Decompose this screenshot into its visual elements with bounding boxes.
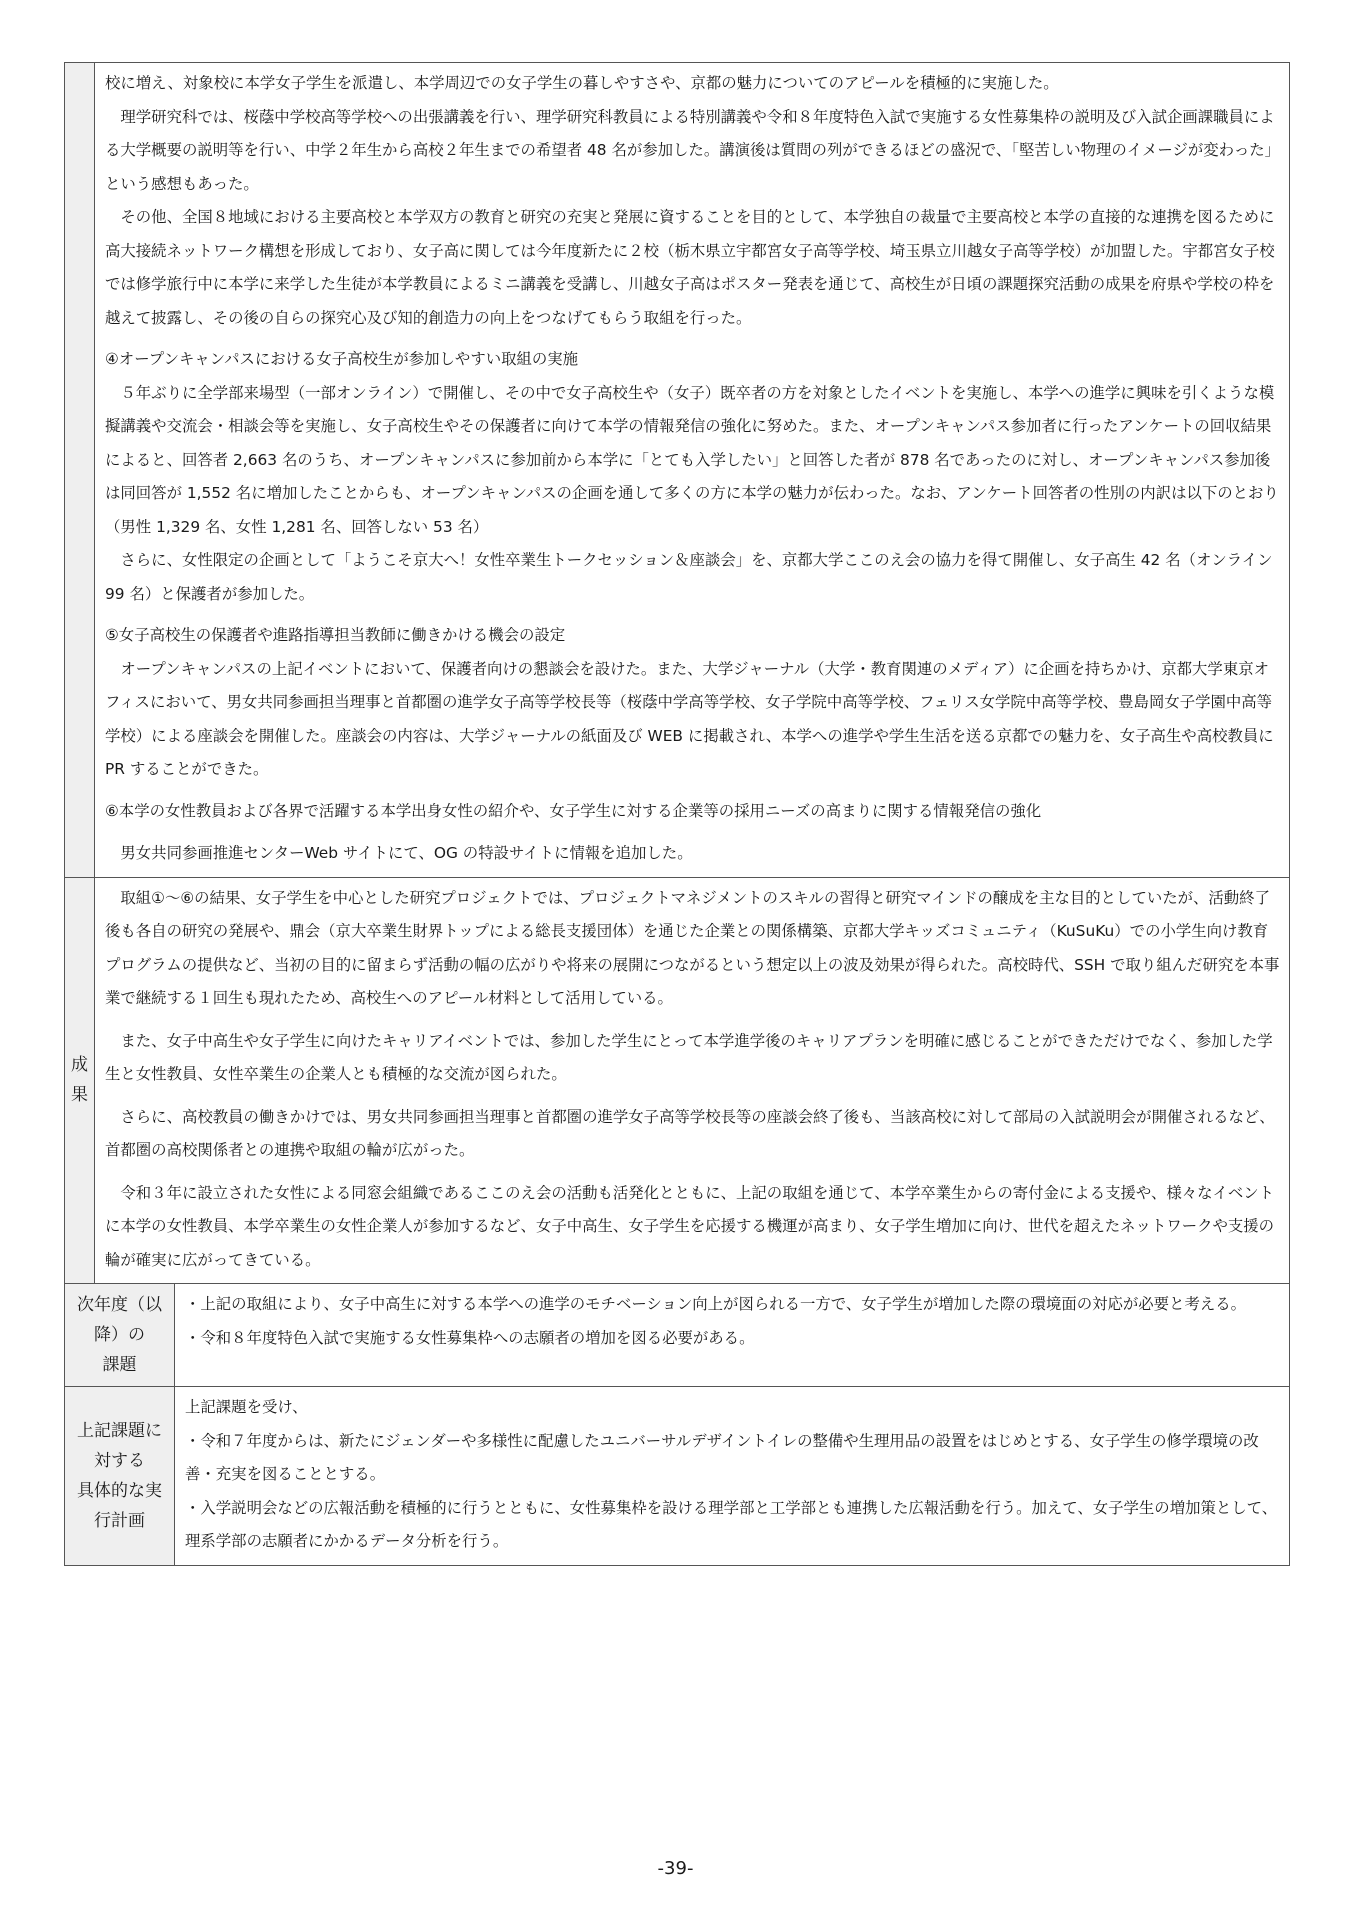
subheading-4: ④オープンキャンパスにおける女子高校生が参加しやすい取組の実施 — [105, 350, 579, 368]
continuation-content-cell — [95, 63, 1290, 878]
next-issues-label-line2: 課題 — [102, 1355, 137, 1375]
action-plan-row — [65, 1387, 1290, 1566]
report-table — [64, 62, 1290, 1566]
next-issues-content-cell — [175, 1284, 1290, 1387]
action-plan-content-cell — [175, 1387, 1290, 1566]
paragraph: オープンキャンパスの上記イベントにおいて、保護者向けの懇談会を設けた。また、大学ジャーナル（大学・教育関連のメディア）に企画を持ちかけ、京都大学東京オフィスにおいて、男女共同参画担当理事と首都圏の進学女子高等学校長等（桜蔭中学高等学校、女子学院中高等学校、フェリス女学院中高等学校、豊島岡女子学園中高等学校）による座談会を開催した。座談会の内容は、大学ジャーナルの紙面及び WEB に掲載され、本学への進学や学生生活を送る京都での魅力を、女子高生や高校教員に PR することができた。 — [105, 659, 1274, 778]
issue-item: ・上記の取組により、女子中高生に対する本学への進学のモチベーション向上が図られる一方で、女子学生が増加した際の環境面の対応が必要と考える。 — [185, 1295, 1247, 1313]
next-issues-label-cell — [65, 1284, 175, 1387]
plan-item: ・令和７年度からは、新たにジェンダーや多様性に配慮したユニバーサルデザイントイレの整備や生理用品の設置をはじめとする、女子学生の修学環境の改善・充実を図ることとする。 — [185, 1431, 1259, 1483]
continuation-label-cell — [65, 63, 95, 878]
plan-item: ・入学説明会などの広報活動を積極的に行うとともに、女性募集枠を設ける理学部と工学部とも連携した広報活動を行う。加えて、女子学生の増加策として、理系学部の志願者にかかるデータ分析を行う。 — [185, 1498, 1278, 1550]
results-row — [65, 877, 1290, 1284]
paragraph: 令和３年に設立された女性による同窓会組織であるここのえ会の活動も活発化とともに、上記の取組を通じて、本学卒業生からの寄付金による支援や、様々なイベントに本学の女性教員、本学卒業生の女性企業人が参加するなど、女子中高生、女子学生を応援する機運が高まり、女子学生増加に向け、世代を超えたネットワークや支援の輪が確実に広がってきている。 — [105, 1183, 1275, 1269]
next-issues-label-line1: 次年度（以降）の — [77, 1295, 162, 1345]
action-plan-label-line2: 具体的な実行計画 — [77, 1480, 162, 1531]
paragraph: 男女共同参画推進センターWeb サイトにて、OG の特設サイトに情報を追加した。 — [120, 844, 693, 862]
plan-intro: 上記課題を受け、 — [185, 1398, 308, 1416]
paragraph: 校に増え、対象校に本学女子学生を派遣し、本学周辺での女子学生の暮しやすさや、京都の魅力についてのアピールを積極的に実施した。 — [105, 74, 1059, 92]
issue-item: ・令和８年度特色入試で実施する女性募集枠への志願者の増加を図る必要がある。 — [185, 1328, 755, 1347]
results-label: 成果 — [71, 1055, 88, 1106]
paragraph: また、女子中高生や女子学生に向けたキャリアイベントでは、参加した学生にとって本学進学後のキャリアプランを明確に感じることができただけでなく、参加した学生と女性教員、女性卒業生の企業人とも積極的な交流が図られた。 — [105, 1031, 1273, 1083]
paragraph: 取組①～⑥の結果、女子学生を中心とした研究プロジェクトでは、プロジェクトマネジメントのスキルの習得と研究マインドの醸成を主な目的としていたが、活動終了後も各自の研究の発展や、鼎会（京大卒業生財界トップによる総長支援団体）を通じた企業との関係構築、京都大学キッズコミュニティ（KuSuKu）での小学生向け教育プログラムの提供など、当初の目的に留まらず活動の幅の広がりや将来の展開につながるという想定以上の波及効果が得られた。高校時代、SSH で取り組んだ研究を本事業で継続する１回生も現れたため、高校生へのアピール材料として活用している。 — [105, 888, 1280, 1007]
subheading-6: ⑥本学の女性教員および各界で活躍する本学出身女性の紹介や、女子学生に対する企業等の採用ニーズの高まりに関する情報発信の強化 — [105, 801, 1042, 820]
results-content-cell — [95, 877, 1290, 1284]
page-number: -39- — [657, 1858, 694, 1879]
paragraph: その他、全国８地域における主要高校と本学双方の教育と研究の充実と発展に資することを目的として、本学独自の裁量で主要高校と本学の直接的な連携を図るために高大接続ネットワーク構想を形成しており、女子高に関しては今年度新たに２校（栃木県立宇都宮女子高等学校、埼玉県立川越女子高等学校）が加盟した。宇都宮女子校では修学旅行中に本学に来学した生徒が本学教員によるミニ講義を受講し、川越女子高はポスター発表を通じて、高校生が日頃の課題探究活動の成果を府県や学校の枠を越えて披露し、その後の自らの探究心及び知的創造力の向上をつなげてもらう取組を行った。 — [105, 208, 1275, 327]
next-issues-row — [65, 1284, 1290, 1387]
subheading-5: ⑤女子高校生の保護者や進路指導担当教師に働きかける機会の設定 — [105, 626, 566, 644]
paragraph: ５年ぶりに全学部来場型（一部オンライン）で開催し、その中で女子高校生や（女子）既卒者の方を対象としたイベントを実施し、本学への進学に興味を引くような模擬講義や交流会・相談会等を実施し、女子高校生やその保護者に向けて本学の情報発信の強化に努めた。また、オープンキャンパス参加者に行ったアンケートの回収結果によると、回答者 2,663 名のうち、オープンキャンパスに参加前から本学に「とても入学したい」と回答した者が 878 名であったのに対し、オープンキャンパス参加後は同回答が 1,552 名に増加したことからも、オープンキャンパスの企画を通して多くの方に本学の魅力が伝わった。なお、アンケート回答者の性別の内訳は以下のとおり（男性 1,329 名、女性 1,281 名、回答しない 53 名） — [105, 383, 1279, 536]
paragraph: さらに、女性限定の企画として「ようこそ京大へ！女性卒業生トークセッション＆座談会」を、京都大学ここのえ会の協力を得て開催し、女子高生 42 名（オンライン 99 名）と保護者が参加した。 — [105, 551, 1273, 603]
results-label-cell — [65, 877, 95, 1284]
paragraph: 理学研究科では、桜蔭中学校高等学校への出張講義を行い、理学研究科教員による特別講義や令和８年度特色入試で実施する女性募集枠の説明及び入試企画課職員による大学概要の説明等を行い、中学２年生から高校２年生までの希望者 48 名が参加した。講演後は質問の列ができるほどの盛況で、「堅苦しい物理のイメージが変わった」という感想もあった。 — [105, 107, 1281, 193]
continuation-row — [65, 63, 1290, 878]
action-plan-label-cell — [65, 1387, 175, 1566]
paragraph: さらに、高校教員の働きかけでは、男女共同参画担当理事と首都圏の進学女子高等学校長等の座談会終了後も、当該高校に対して部局の入試説明会が開催されるなど、首都圏の高校関係者との連携や取組の輪が広がった。 — [105, 1107, 1275, 1159]
action-plan-label-line1: 上記課題に対する — [77, 1420, 162, 1471]
